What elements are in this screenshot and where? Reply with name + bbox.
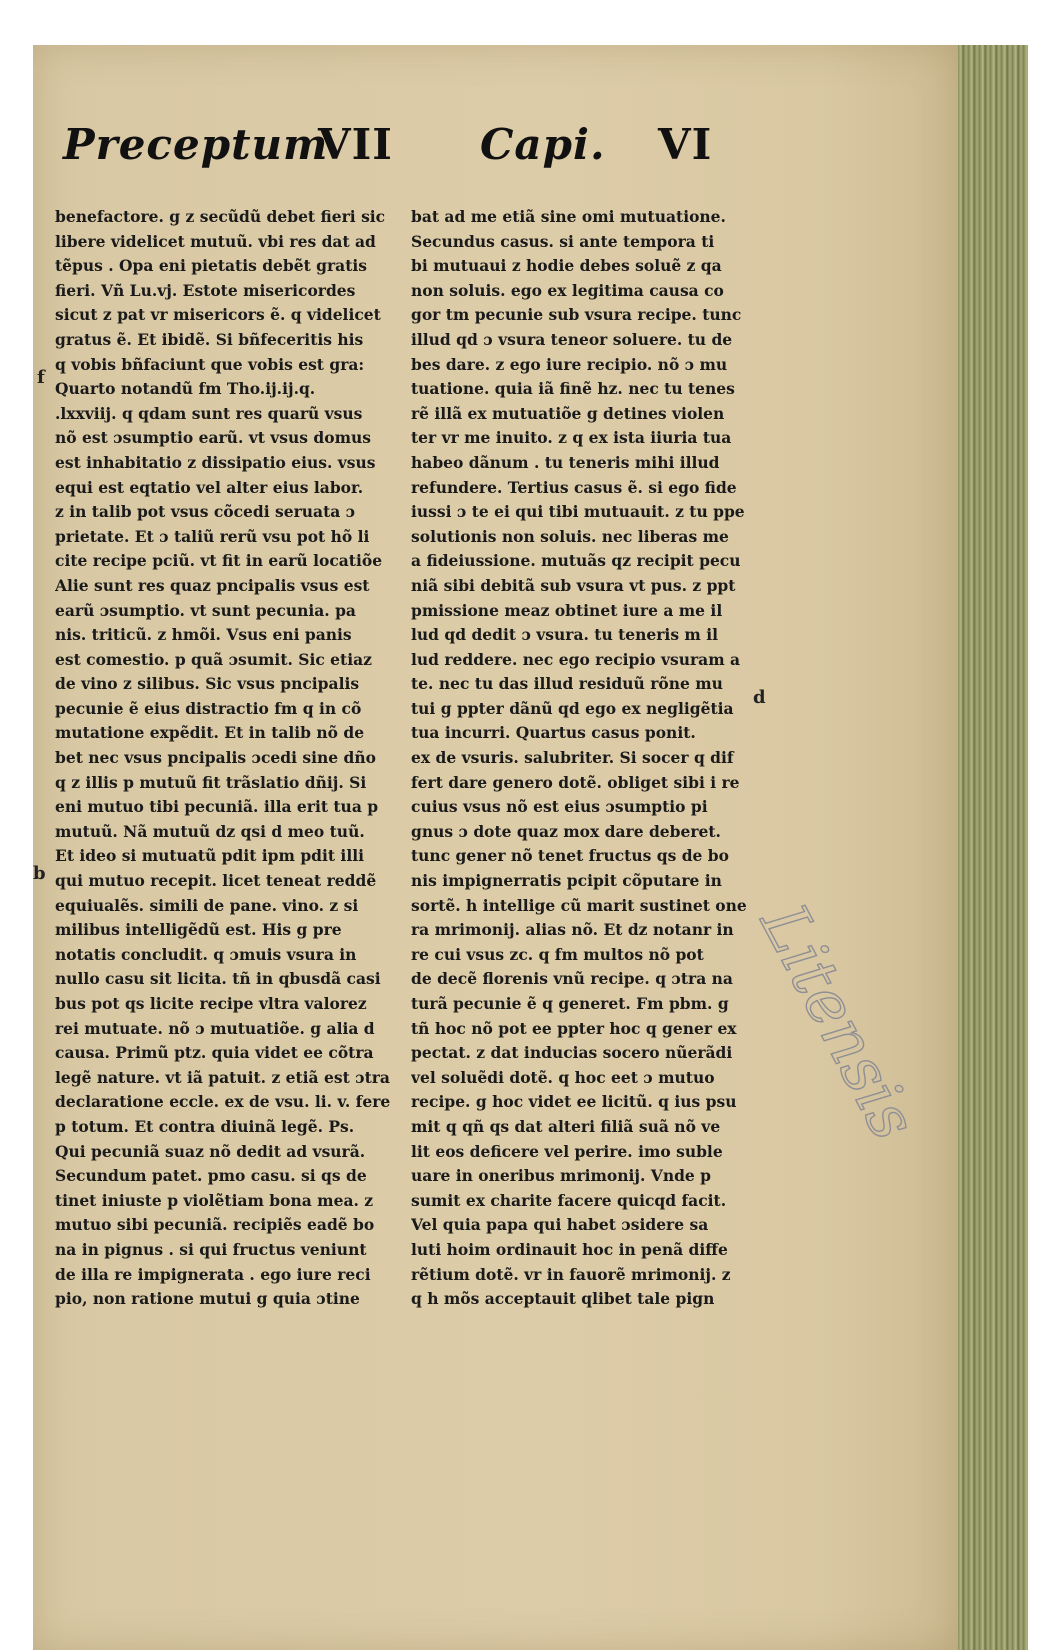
- text-line: rei mutuate. nõ ɔ mutuatiõe. g alia d: [55, 1018, 375, 1038]
- text-line: rẽ illã ex mutuatiõe g detines violen: [411, 403, 725, 423]
- text-line: turã pecunie ẽ q generet. Fm pbm. g: [411, 994, 729, 1013]
- text-line: illud qd ɔ vsura teneor soluere. tu de: [411, 329, 733, 349]
- text-line: rẽtium dotẽ. vr in fauorẽ mrimonij. z: [411, 1264, 731, 1284]
- text-line: legẽ nature. vt iã patuit. z etiã est ɔtra: [55, 1067, 390, 1087]
- text-line: bes dare. z ego iure recipio. nõ ɔ mu: [411, 354, 728, 374]
- text-line: mutatione expẽdit. Et in talib nõ de: [55, 723, 365, 743]
- header-roman-left: VII: [318, 120, 393, 169]
- text-line: vel soluẽdi dotẽ. q hoc eet ɔ mutuo: [411, 1067, 715, 1087]
- text-line: refundere. Tertius casus ẽ. si ego fide: [411, 477, 737, 497]
- text-line: lud qd dedit ɔ vsura. tu teneris m il: [411, 625, 719, 645]
- text-line: ex de vsuris. salubriter. Si socer q dif: [411, 748, 734, 768]
- text-line: q vobis bñfaciunt que vobis est gra:: [55, 354, 365, 374]
- text-line: mutuo sibi pecuniã. recipiẽs eadẽ bo: [55, 1215, 375, 1235]
- text-line: mit q qñ qs dat alteri filiã suã nõ ve: [411, 1116, 721, 1136]
- text-line: sicut z pat vr misericors ẽ. q videlicet: [55, 305, 381, 325]
- text-line: fieri. Vñ Lu.vj. Estote misericordes: [55, 280, 356, 300]
- text-line: uare in oneribus mrimonij. Vnde p: [411, 1166, 712, 1186]
- text-line: nõ est ɔsumptio earũ. vt vsus domus: [55, 428, 371, 448]
- text-line: earũ ɔsumptio. vt sunt pecunia. pa: [55, 600, 356, 620]
- text-line: de decẽ florenis vnũ recipe. q ɔtra na: [411, 969, 733, 989]
- text-line: nis. triticũ. z hmõi. Vsus eni panis: [55, 625, 352, 645]
- text-line: tua incurri. Quartus casus ponit.: [411, 723, 696, 743]
- text-line: gnus ɔ dote quaz mox dare deberet.: [411, 821, 721, 841]
- text-line: bat ad me etiã sine omi mutuatione.: [411, 207, 726, 226]
- running-header: [33, 115, 958, 195]
- text-line: tẽpus . Opa eni pietatis debẽt gratis: [55, 256, 367, 276]
- text-line: mutuũ. Nã mutuũ dz qsi d meo tuũ.: [55, 821, 365, 841]
- margin-letter-b: b: [33, 863, 46, 884]
- text-line: bet nec vsus pncipalis ɔcedi sine dño: [55, 748, 377, 768]
- watermark-text: Litensis: [745, 892, 931, 1152]
- text-line: pecunie ẽ eius distractio fm q in cõ: [55, 698, 362, 718]
- text-line: ter vr me inuito. z q ex ista iiuria tua: [411, 428, 732, 448]
- text-line: re cui vsus zc. q fm multos nõ pot: [411, 944, 704, 964]
- text-line: libere videlicet mutuũ. vbi res dat ad: [55, 231, 376, 251]
- header-roman-right: VI: [658, 120, 713, 169]
- text-line: Secundum patet. pmo casu. si qs de: [55, 1166, 367, 1186]
- text-line: na in pignus . si qui fructus veniunt: [55, 1239, 367, 1259]
- text-line: habeo dãnum . tu teneris mihi illud: [411, 452, 720, 472]
- text-line: recipe. g hoc videt ee licitũ. q ius psu: [411, 1092, 737, 1112]
- text-line: niã sibi debitã sub vsura vt pus. z ppt: [411, 575, 736, 595]
- text-line: sortẽ. h intellige cũ marit sustinet one: [411, 895, 747, 915]
- text-line: bus pot qs licite recipe vltra valorez: [55, 994, 367, 1013]
- text-line: tui g ppter dãnũ qd ego ex negligẽtia: [411, 698, 734, 718]
- text-line: ra mrimonij. alias nõ. Et dz notanr in: [411, 920, 734, 940]
- text-line: de illa re impignerata . ego iure reci: [55, 1264, 371, 1284]
- text-line: luti hoim ordinauit hoc in penã diffe: [411, 1239, 728, 1259]
- text-line: tuatione. quia iã finẽ hz. nec tu tenes: [411, 379, 735, 399]
- text-line: est comestio. p quã ɔsumit. Sic etiaz: [55, 649, 372, 669]
- text-line: .lxxviij. q qdam sunt res quarũ vsus: [55, 403, 363, 423]
- text-line: nullo casu sit licita. tñ in qbusdã casi: [55, 969, 381, 989]
- text-line: prietate. Et ɔ taliũ rerũ vsu pot hõ li: [55, 526, 370, 546]
- text-line: bi mutuaui z hodie debes soluẽ z qa: [411, 256, 722, 276]
- text-line: declaratione eccle. ex de vsu. li. v. fere: [55, 1092, 391, 1112]
- right-text-column: [411, 205, 781, 1312]
- watermark-graphic: [740, 880, 1000, 1210]
- left-text-column: [55, 205, 400, 1312]
- text-line: equi est eqtatio vel alter eius labor.: [55, 477, 364, 497]
- text-line: benefactore. g z secũdũ debet fieri sic: [55, 207, 386, 226]
- text-line: de vino z silibus. Sic vsus pncipalis: [55, 674, 360, 694]
- margin-letter-f: f: [37, 367, 45, 388]
- text-line: sumit ex charite facere quicqd facit.: [411, 1190, 727, 1210]
- book-page: [33, 45, 958, 1650]
- text-line: z in talib pot vsus cõcedi seruata ɔ: [55, 502, 356, 522]
- text-line: gor tm pecunie sub vsura recipe. tunc: [411, 305, 742, 325]
- header-preceptum: Preceptum: [63, 120, 329, 169]
- text-line: solutionis non soluis. nec liberas me: [411, 526, 729, 546]
- page-edge-stack: [958, 45, 1028, 1650]
- text-line: milibus intelligẽdũ est. His g pre: [55, 920, 342, 940]
- text-line: Alie sunt res quaz pncipalis vsus est: [55, 575, 370, 595]
- text-line: cuius vsus nõ est eius ɔsumptio pi: [411, 797, 708, 817]
- text-line: Et ideo si mutuatũ pdit ipm pdit illi: [55, 846, 364, 866]
- margin-letter-d: d: [753, 687, 766, 708]
- text-line: a fideiussione. mutuãs qz recipit pecu: [411, 551, 741, 571]
- text-line: Qui pecuniã suaz nõ dedit ad vsurã.: [55, 1141, 366, 1161]
- text-line: lit eos deficere vel perire. imo suble: [411, 1141, 723, 1161]
- text-line: pio, non ratione mutui g quia ɔtine: [55, 1289, 360, 1309]
- text-line: notatis concludit. q ɔmuis vsura in: [55, 944, 357, 964]
- text-line: tñ hoc nõ pot ee ppter hoc q gener ex: [411, 1018, 737, 1038]
- text-line: tinet iniuste p violẽtiam bona mea. z: [55, 1190, 374, 1210]
- text-line: cite recipe pciũ. vt fit in earũ locatiõe: [55, 551, 383, 571]
- text-line: eni mutuo tibi pecuniã. illa erit tua p: [55, 797, 379, 817]
- text-line: nis impignerratis pcipit cõputare in: [411, 871, 722, 891]
- header-capi: Capi.: [480, 120, 606, 169]
- text-line: fert dare genero dotẽ. obliget sibi i re: [411, 772, 740, 792]
- text-line: non soluis. ego ex legitima causa co: [411, 280, 724, 300]
- text-line: lud reddere. nec ego recipio vsuram a: [411, 649, 741, 669]
- text-line: Vel quia papa qui habet ɔsidere sa: [411, 1215, 709, 1235]
- text-line: te. nec tu das illud residuũ rõne mu: [411, 674, 723, 694]
- text-line: causa. Primũ ptz. quia videt ee cõtra: [55, 1043, 374, 1063]
- text-line: tunc gener nõ tenet fructus qs de bo: [411, 846, 729, 866]
- text-line: Quarto notandũ fm Tho.ij.ij.q.: [55, 379, 316, 399]
- watermark: [740, 880, 1000, 1210]
- text-line: q h mõs acceptauit qlibet tale pign: [411, 1289, 715, 1309]
- text-line: pectat. z dat inducias socero nũerãdi: [411, 1043, 733, 1063]
- text-line: gratus ẽ. Et ibidẽ. Si bñfeceritis his: [55, 329, 364, 349]
- text-line: pmissione meaz obtinet iure a me il: [411, 600, 723, 620]
- text-line: est inhabitatio z dissipatio eius. vsus: [55, 452, 376, 472]
- text-line: q z illis p mutuũ fit trãslatio dñij. Si: [55, 772, 367, 792]
- text-line: equiualẽs. simili de pane. vino. z si: [55, 895, 359, 915]
- text-line: Secundus casus. si ante tempora ti: [411, 231, 715, 251]
- text-line: iussi ɔ te ei qui tibi mutuauit. z tu ppe: [411, 502, 745, 522]
- text-line: qui mutuo recepit. licet teneat reddẽ: [55, 871, 377, 891]
- text-line: p totum. Et contra diuinã legẽ. Ps.: [55, 1116, 355, 1136]
